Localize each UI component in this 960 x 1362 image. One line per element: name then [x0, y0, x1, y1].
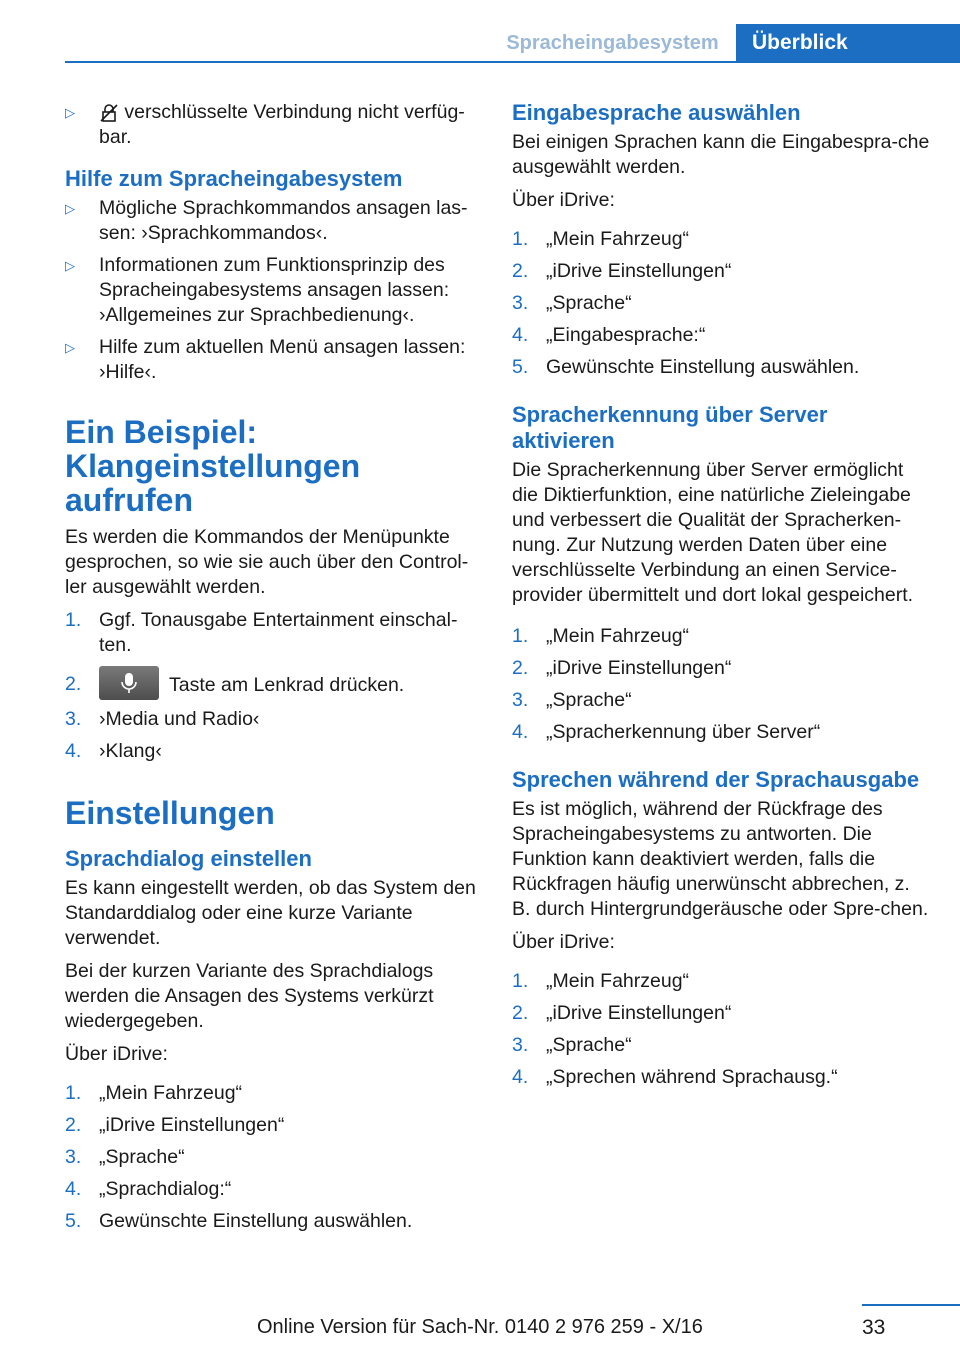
step-item	[512, 656, 932, 681]
bullet-marker: ▷	[65, 340, 75, 355]
step-item	[512, 323, 932, 348]
step-number: 2.	[65, 1114, 82, 1136]
step-number: 3.	[512, 689, 529, 711]
dialog-heading: Sprachdialog einstellen	[65, 846, 312, 871]
dialog-paragraph-1: Es kann eingestellt werden, ob das System den Standarddialog oder eine kurze Variante verwendet.	[65, 877, 476, 949]
list-item-text: Hilfe zum aktuellen Menü ansagen lassen: ›Hilfe‹.	[99, 336, 466, 383]
step-number: 3.	[65, 708, 82, 730]
microphone-icon	[99, 666, 159, 700]
step-text: „Mein Fahrzeug“	[546, 970, 690, 992]
example-paragraph: Es werden die Kommandos der Menüpunkte gesprochen, so wie sie auch über den Control-ler ausgewählt werden.	[65, 526, 469, 598]
step-item	[65, 739, 477, 764]
list-item-text: Mögliche Sprachkommandos ansagen las-sen: ›Sprachkommandos‹.	[99, 197, 468, 244]
step-text: „iDrive Einstellungen“	[546, 1002, 732, 1024]
step-item	[65, 608, 477, 658]
step-item	[65, 1081, 477, 1106]
step-number: 3.	[512, 292, 529, 314]
step-number: 3.	[65, 1146, 82, 1168]
language-heading: Eingabesprache auswählen	[512, 100, 801, 125]
step-text: Taste am Lenkrad drücken.	[169, 674, 405, 697]
left-column	[65, 100, 477, 1241]
step-item	[512, 1065, 932, 1090]
step-item	[65, 1145, 477, 1170]
step-text: „Spracherkennung über Server“	[546, 721, 821, 743]
step-text: „Eingabesprache:“	[546, 324, 706, 346]
step-text: Gewünschte Einstellung auswählen.	[99, 1210, 413, 1232]
step-item	[512, 355, 932, 380]
language-paragraph: Bei einigen Sprachen kann die Eingabespra-che ausgewählt werden.	[512, 131, 930, 178]
step-number: 1.	[512, 625, 529, 647]
page-number: 33	[862, 1316, 886, 1339]
step-text: „Sprechen während Sprachausg.“	[546, 1066, 838, 1088]
header-rule	[65, 61, 960, 63]
bullet-marker: ▷	[65, 201, 75, 216]
step-number: 5.	[65, 1210, 82, 1232]
server-paragraph: Die Spracherkennung über Server ermöglicht die Diktierfunktion, eine natürliche Zieleingabe und verbessert die Qualität der Spracherken-nung. Zur Nutzung werden Daten über eine verschlüsselte Verbindung an einen Service-provider übermittelt und dort lokal gespeichert.	[512, 459, 914, 606]
step-text: Gewünschte Einstellung auswählen.	[546, 356, 860, 378]
step-text: „Mein Fahrzeug“	[546, 228, 690, 250]
no-encryption-icon	[99, 103, 119, 123]
step-number: 1.	[65, 1082, 82, 1104]
step-number: 2.	[512, 657, 529, 679]
list-item	[65, 100, 477, 150]
step-text: „Sprache“	[99, 1146, 185, 1168]
footer-online-version: Online Version für Sach-Nr. 0140 2 976 259 - X/16	[257, 1316, 703, 1338]
language-via: Über iDrive:	[512, 189, 615, 211]
header-tab-overview: Überblick	[736, 24, 960, 62]
step-text: „Mein Fahrzeug“	[99, 1082, 243, 1104]
step-item	[512, 720, 932, 745]
step-item	[512, 259, 932, 284]
settings-heading: Einstellungen	[65, 795, 275, 831]
step-text: „Mein Fahrzeug“	[546, 625, 690, 647]
step-item	[65, 1177, 477, 1202]
step-number: 2.	[65, 673, 82, 695]
step-text: „Sprachdialog:“	[99, 1178, 232, 1200]
list-item	[65, 335, 477, 385]
step-text: „iDrive Einstellungen“	[546, 657, 732, 679]
help-heading: Hilfe zum Spracheingabesystem	[65, 166, 403, 191]
dialog-via: Über iDrive:	[65, 1043, 168, 1065]
server-heading: Spracherkennung über Server aktivieren	[512, 402, 828, 453]
footer-rule	[862, 1304, 960, 1306]
step-item	[512, 624, 932, 649]
step-item	[65, 1209, 477, 1234]
step-text: ›Klang‹	[99, 740, 162, 762]
step-item	[65, 1113, 477, 1138]
step-number: 1.	[512, 228, 529, 250]
step-text: „Sprache“	[546, 1034, 632, 1056]
step-text: „iDrive Einstellungen“	[99, 1114, 285, 1136]
step-number: 3.	[512, 1034, 529, 1056]
list-item-text: Informationen zum Funktionsprinzip des Spracheingabesystems ansagen lassen: ›Allgemeines zur Sprachbedienung‹.	[99, 254, 450, 326]
step-item	[512, 1033, 932, 1058]
step-text: „Sprache“	[546, 292, 632, 314]
step-item	[512, 1001, 932, 1026]
step-number: 1.	[65, 609, 82, 631]
right-column	[512, 100, 932, 1097]
step-item	[512, 688, 932, 713]
step-number: 1.	[512, 970, 529, 992]
step-text: ›Media und Radio‹	[99, 708, 260, 730]
speak-paragraph: Es ist möglich, während der Rückfrage des Spracheingabesystems zu antworten. Die Funktion kann deaktiviert werden, falls die Rückfragen häufig unerwünscht abbrechen, z. B. durch Hintergrundgeräusche oder Spre-chen.	[512, 798, 929, 920]
speak-via: Über iDrive:	[512, 931, 615, 953]
step-item	[65, 707, 477, 732]
step-number: 4.	[65, 1178, 82, 1200]
speak-heading: Sprechen während der Sprachausgabe	[512, 767, 920, 792]
step-item	[65, 672, 477, 700]
step-number: 4.	[512, 721, 529, 743]
step-number: 5.	[512, 356, 529, 378]
step-text: „Sprache“	[546, 689, 632, 711]
step-number: 4.	[512, 1066, 529, 1088]
header-section-title: Spracheingabesystem	[506, 32, 719, 54]
step-item	[512, 227, 932, 252]
bullet-marker: ▷	[65, 105, 75, 120]
list-item	[65, 196, 477, 246]
example-heading: Ein Beispiel: Klangeinstellungen aufrufen	[65, 414, 361, 518]
step-number: 4.	[65, 740, 82, 762]
step-text: Ggf. Tonausgabe Entertainment einschal-ten.	[99, 609, 458, 656]
step-item	[512, 291, 932, 316]
steering-wheel-voice-button	[99, 666, 159, 700]
top-item-text: verschlüsselte Verbindung nicht verfüg-bar.	[99, 101, 465, 148]
step-number: 4.	[512, 324, 529, 346]
step-text: „iDrive Einstellungen“	[546, 260, 732, 282]
step-number: 2.	[512, 1002, 529, 1024]
step-item	[512, 969, 932, 994]
step-number: 2.	[512, 260, 529, 282]
bullet-marker: ▷	[65, 258, 75, 273]
dialog-paragraph-2: Bei der kurzen Variante des Sprachdialogs werden die Ansagen des Systems verkürzt wiedergegeben.	[65, 960, 434, 1032]
list-item	[65, 253, 477, 328]
